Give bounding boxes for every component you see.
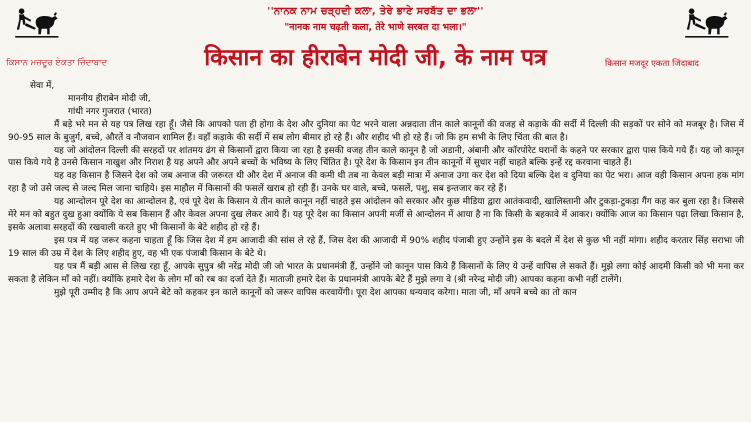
letter-paragraph: यह जो आंदोलन दिल्ली की सरहदों पर शांतमय ढंग से किसानों द्वारा किया जा रहा है इसकी वजह तीन काले कानून है जो अडानी, अंबानी और कॉरपोरेट घरानों के कहने पर सरकार द्वारा पास किये गये हैं। यह जो कानून पास किये गये है उनसे किसान नाखुश और निराश है यह अपने और अपने बच्चों के भविष्य के लिए चिंतित है। पूरे देश के किसान इन तीन कानूनों में सुधार नहीं चाहते बल्कि इन्हें रद्द करवाना चाहते हैं। xyxy=(8,145,744,169)
letter-paragraph: यह वह किसान है जिसने देश को जब अनाज की जरूरत थी और देश में अनाज की कमी थी तब ना केवल बड़ी मात्रा में अनाज उगा कर देश को दिया बल्कि देश व दुनिया का पेट भरा। आज वही किसान अपना हक मांग रहा है जो उसे जल्द से जल्द मिल जाना चाहिये। इस माहौल में किसानों की फसलें खराब हो रही हैं। उनके घर वाले, बच्चे, फसलें, पशु, सब इन्तजार कर रहे हैं। xyxy=(8,171,744,195)
address-line: गांधी नगर गुजरात (भारत) xyxy=(68,106,152,117)
letter-paragraph: मुझे पूरी उम्मीद है कि आप अपने बेटे को कहकर इन काले कानूनों को जरूर वापिस करवायेंगी। पूरा देश आपका धन्यवाद करेगा। माता जी, माँ अपने बच्चे का तो कान xyxy=(54,287,577,298)
org-slogan-punjabi: ਕਿਸਾਨ ਮਜ਼ਦੂਰ ਏਕਤਾ ਜ਼ਿੰਦਾਬਾਦ xyxy=(6,58,108,68)
letter-paragraph: यह आन्दोलन पूरे देश का आन्दोलन है, एवं पूरे देश के किसान ये तीन काले कानून नहीं चाहते इस आंदोलन को सरकार और कुछ मीडिया द्वारा आतंकवादी, खालिस्तानी और टुकड़ा-टुकड़ा गैंग कह कर बुला रहा है। जिससे मेरे मन को बहुत दुख हुआ क्योंकि ये सब किसान हैं और केवल अपना दुख लेकर आये हैं। यह पूरे देश का किसान अपनी मर्जी से आन्दोलन में आया है ना कि किसी के बहकावे में आकर। क्योंकि आज का किसान पढ़ा लिखा किसान है, इसके अलावा सरहदों की रखवाली करते हुए भी किसानों के बेटे शहीद हो रहे हैं। xyxy=(8,197,744,233)
letter-paragraph: यह पत्र मैं बड़ी आस से लिख रहा हूँ, आपके सुपुत्र श्री नरेंद्र मोदी जी जो भारत के प्रधानमंत्री हैं, उन्होंने जो कानून पास किये हैं किसानों के लिए ये उन्हें वापिस ले सकते हैं। मुझे लगा कोई आदमी किसी को भी मना कर सकता है लेकिन माँ को नहीं। क्योंकि हमारे देश के लोग माँ को रब का दर्जा देते हैं। माताजी हमारे देश के प्रधानमंत्री आपके बेटे हैं मुझे लगा वे (श्री नरेन्द्र मोदी जी) आपका कहना कभी नहीं टालेंगे। xyxy=(8,261,744,285)
hindi-quote: "नानक नाम चढ़ती कला, तेरे भाणे सरबत दा भला।" xyxy=(284,22,467,33)
greeting: सेवा में, xyxy=(30,81,55,91)
letter-header xyxy=(0,0,751,78)
letter-body xyxy=(8,80,744,299)
letter-paragraph: मैं बड़े भरे मन से यह पत्र लिख रहा हूँ। जैसे कि आपको पता ही होगा के देश और दुनिया का पेट भरने वाला अन्नदाता तीन काले कानूनों की वजह से कड़ाके की सर्दी में दिल्ली की सड़कों पर सोने को मजबूर है। जिस में 90-95 साल के बुजुर्ग, बच्चे, औरतें व नौजवान शामिल हैं। वहाँ कड़ाके की सर्दी में सब लोग बीमार हो रहे हैं। और शहीद भी हो रहे हैं। जो कि हम सभी के लिए चिंता की बात है। xyxy=(8,119,744,143)
org-slogan-hindi: किसान मजदूर एकता जिंदाबाद xyxy=(605,59,699,69)
letter-paragraph: इस पत्र में यह जरूर कहना चाहता हूँ कि जिस देश में हम आजादी की सांस ले रहे हैं, जिस देश की आजादी में 90% शहीद पंजाबी हुए उन्होंने इस के बदले में देश से कुछ भी नहीं मांगा। शहीद करतार सिंह सराभा जी 19 साल की उम्र में देश के लिए शहीद हुए, वह भी एक पंजाबी किसान के बेटे थे। xyxy=(8,235,744,259)
punjabi-quote: ''ਨਾਨਕ ਨਾਮ ਚੜ੍ਹਦੀ ਕਲਾ, ਤੇਰੇ ਭਾਣੇ ਸਰਬੱਤ ਦਾ ਭਲਾ'' xyxy=(267,6,484,17)
address-line: माननीय हीराबेन मोदी जी, xyxy=(68,93,151,104)
page-title: किसान का हीराबेन मोदी जी, के नाम पत्र xyxy=(204,45,547,71)
